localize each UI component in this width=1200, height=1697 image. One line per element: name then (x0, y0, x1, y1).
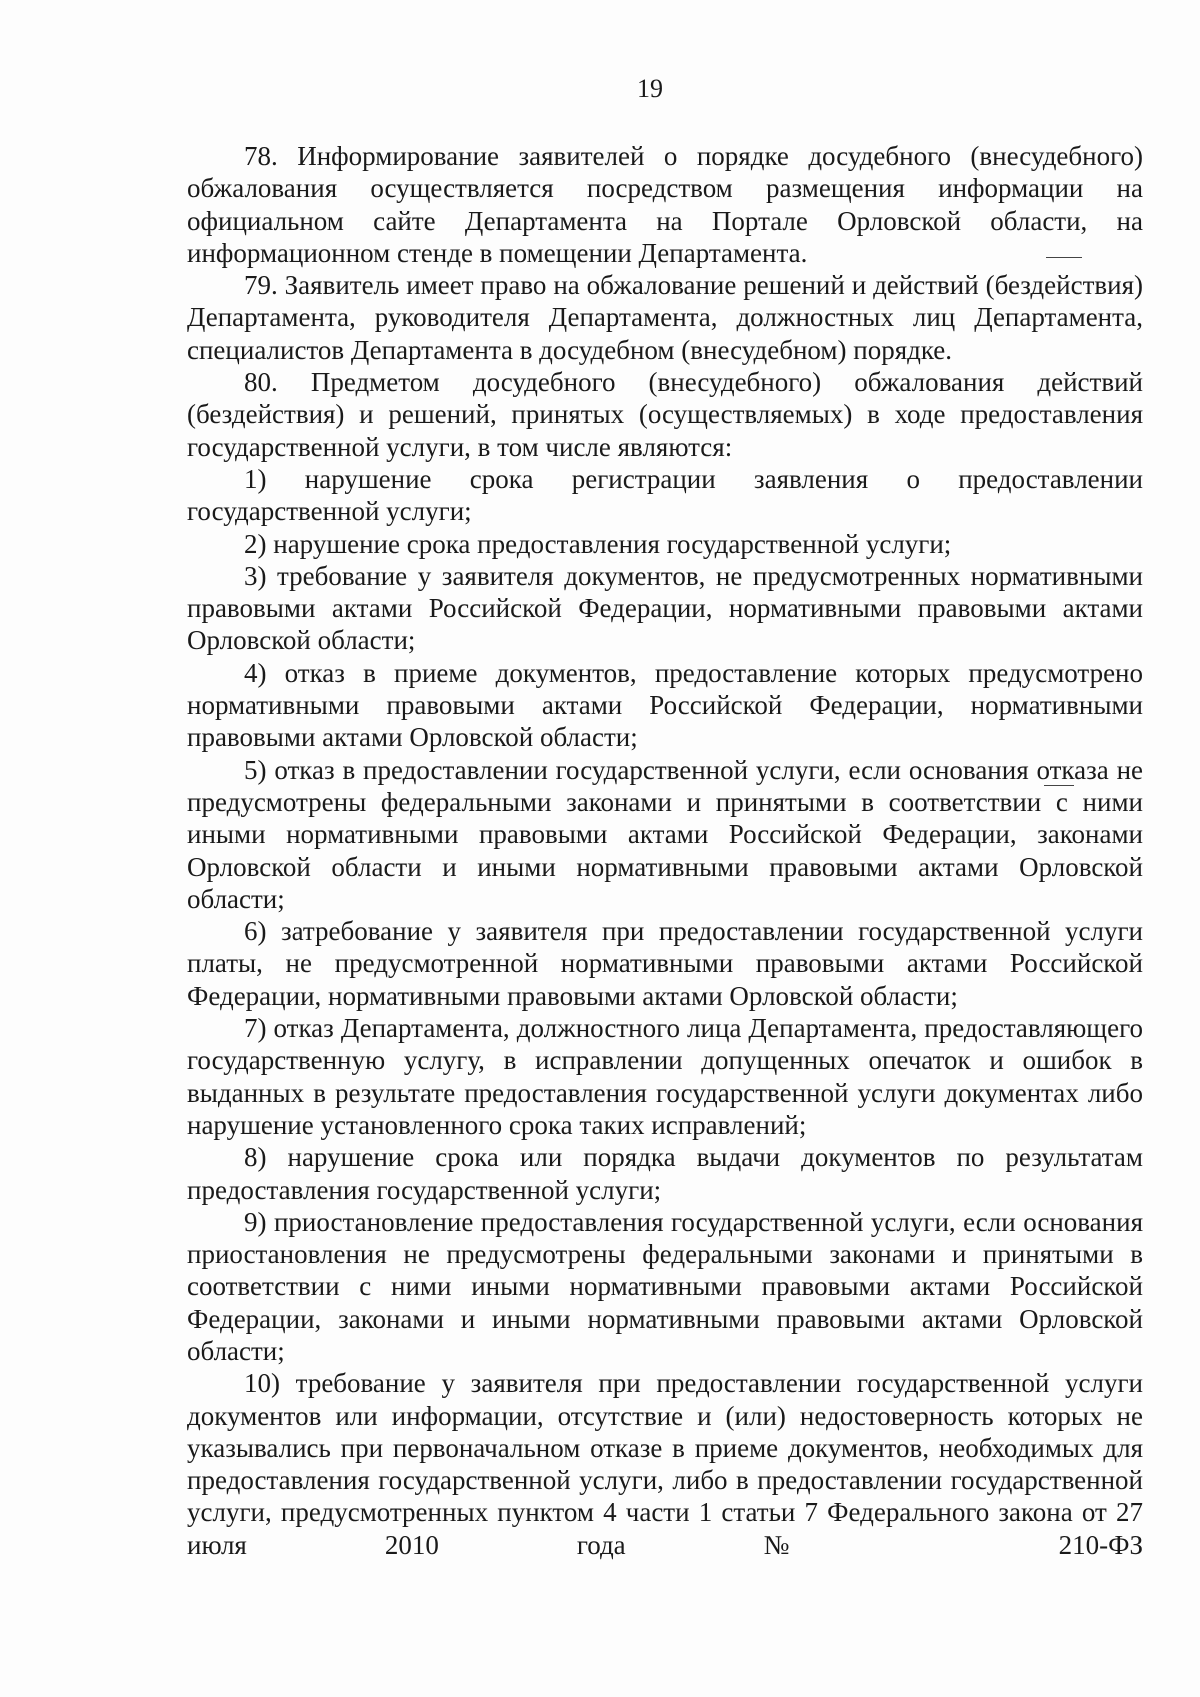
list-item-5: 5) отказ в предоставлении государственной услуги, если основания отказа не предусмотрены федеральными законами и принятыми в соответствии с ними иными нормативными правовыми актами Российской Федерации, законами Орловской области и иными нормативными правовыми актами Орловской области; (187, 754, 1143, 914)
list-item-3: 3) требование у заявителя документов, не предусмотренных нормативными правовыми актами Российской Федерации, нормативными правовыми актами Орловской области; (187, 560, 1143, 656)
paragraph-80: 80. Предметом досудебного (внесудебного) обжалования действий (бездействия) и решений, принятых (осуществляемых) в ходе предоставления государственной услуги, в том числе являются: (187, 367, 1143, 462)
list-item-1: 1) нарушение срока регистрации заявления о предоставлении государственной услуги; (187, 463, 1143, 527)
list-item-4: 4) отказ в приеме документов, предоставление которых предусмотрено нормативными правовыми актами Российской Федерации, нормативными правовыми актами Орловской области; (187, 657, 1143, 753)
list-item-8: 8) нарушение срока или порядка выдачи документов по результатам предоставления государственной услуги; (187, 1142, 1143, 1205)
document-body (187, 140, 1143, 1561)
list-item-9: 9) приостановление предоставления государственной услуги, если основания приостановления не предусмотрены федеральными законами и принятыми в соответствии с ними иными нормативными правовыми актами Российской Федерации, законами и иными нормативными правовыми актами Орловской области; (187, 1206, 1143, 1366)
margin-dash-mark (1046, 257, 1082, 258)
list-item-7: 7) отказ Департамента, должностного лица Департамента, предоставляющего государственную услугу, в исправлении допущенных опечаток и ошибок в выданных в результате предоставления государственной услуги документах либо нарушение установленного срока таких исправлений; (187, 1013, 1143, 1140)
list-item-6: 6) затребование у заявителя при предоставлении государственной услуги платы, не предусмотренной нормативными правовыми актами Российской Федерации, нормативными правовыми актами Орловской области; (187, 916, 1143, 1011)
margin-dash-mark (1044, 785, 1074, 786)
paragraph-79: 79. Заявитель имеет право на обжалование решений и действий (бездействия) Департамента, руководителя Департамента, должностных лиц Департамента, специалистов Департамента в досудебном (внесудебном) порядке. (187, 270, 1143, 365)
list-item-10: 10) требование у заявителя при предоставлении государственной услуги документов или информации, отсутствие и (или) недостоверность которых не указывались при первоначальном отказе в приеме документов, необходимых для предоставления государственной услуги, либо в предоставлении государственной услуги, предусмотренных пунктом 4 части 1 статьи 7 Федерального закона от 27 июля 2010 года № 210-ФЗ (187, 1368, 1143, 1560)
paragraph-78: 78. Информирование заявителей о порядке досудебного (внесудебного) обжалования осуществляется посредством размещения информации на официальном сайте Департамента на Портале Орловской области, на информационном стенде в помещении Департамента. (187, 141, 1143, 268)
list-item-2: 2) нарушение срока предоставления государственной услуги; (244, 528, 952, 559)
page-number: 19 (637, 74, 663, 103)
